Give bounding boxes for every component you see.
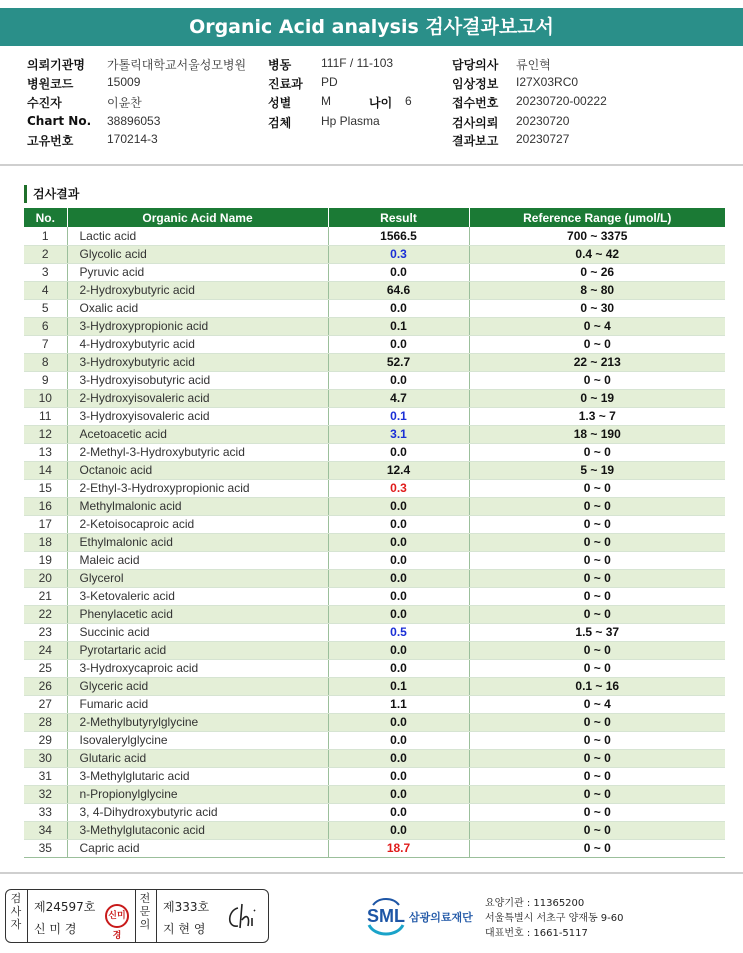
row-no: 7: [24, 335, 67, 353]
row-range: 0 ~ 4: [469, 695, 725, 713]
row-no: 5: [24, 299, 67, 317]
row-no: 35: [24, 839, 67, 857]
row-name: 3-Methylglutaconic acid: [67, 821, 328, 839]
row-no: 32: [24, 785, 67, 803]
row-result: 0.1: [328, 677, 469, 695]
row-no: 28: [24, 713, 67, 731]
table-row: [24, 497, 725, 515]
row-no: 25: [24, 659, 67, 677]
row-no: 1: [24, 227, 67, 245]
table-row: [24, 371, 725, 389]
chart-label: Chart No.: [27, 114, 92, 128]
row-name: Methylmalonic acid: [67, 497, 328, 515]
row-no: 10: [24, 389, 67, 407]
patient-info-block: [0, 48, 743, 166]
row-no: 11: [24, 407, 67, 425]
clinical-label: 임상정보: [452, 77, 499, 91]
age-value: 6: [405, 94, 412, 108]
row-result: 0.0: [328, 515, 469, 533]
table-row: [24, 425, 725, 443]
row-result: 0.0: [328, 821, 469, 839]
table-row: [24, 731, 725, 749]
row-result: 0.0: [328, 335, 469, 353]
row-range: 5 ~ 19: [469, 461, 725, 479]
sml-logo: [365, 895, 475, 939]
row-range: 0 ~ 0: [469, 641, 725, 659]
specimen-value: Hp Plasma: [321, 114, 380, 128]
logo-name: 삼광의료재단: [409, 911, 473, 924]
institution-phone: 대표번호 : 1661-5117: [485, 928, 588, 939]
row-no: 18: [24, 533, 67, 551]
receipt-value: 20230720-00222: [516, 94, 607, 108]
request-value: 20230720: [516, 114, 570, 128]
row-name: 2-Methylbutyrylglycine: [67, 713, 328, 731]
row-range: 0 ~ 0: [469, 479, 725, 497]
row-range: 0 ~ 30: [469, 299, 725, 317]
row-range: 0 ~ 26: [469, 263, 725, 281]
row-no: 20: [24, 569, 67, 587]
header-result: Result: [328, 208, 469, 227]
ward-label: 병동: [268, 58, 292, 72]
row-name: 3-Hydroxyisobutyric acid: [67, 371, 328, 389]
table-row: [24, 317, 725, 335]
row-name: Acetoacetic acid: [67, 425, 328, 443]
specialist-signature: [224, 898, 264, 934]
table-row: [24, 533, 725, 551]
row-result: 0.0: [328, 497, 469, 515]
row-no: 31: [24, 767, 67, 785]
row-result: 0.0: [328, 533, 469, 551]
table-row: [24, 227, 725, 245]
row-name: 3-Hydroxycaproic acid: [67, 659, 328, 677]
row-name: Glycolic acid: [67, 245, 328, 263]
row-range: 0 ~ 0: [469, 839, 725, 857]
header-range: Reference Range (µmol/L): [469, 208, 725, 227]
row-range: 0.1 ~ 16: [469, 677, 725, 695]
table-row: [24, 641, 725, 659]
row-range: 0 ~ 4: [469, 317, 725, 335]
row-no: 2: [24, 245, 67, 263]
table-row: [24, 839, 725, 857]
row-no: 29: [24, 731, 67, 749]
row-no: 9: [24, 371, 67, 389]
table-row: [24, 713, 725, 731]
row-range: 0 ~ 0: [469, 713, 725, 731]
row-no: 17: [24, 515, 67, 533]
row-name: Maleic acid: [67, 551, 328, 569]
table-row: [24, 281, 725, 299]
signature-box: [5, 889, 269, 943]
report-title: Organic Acid analysis 검사결과보고서: [0, 8, 743, 46]
row-name: 3-Hydroxyisovaleric acid: [67, 407, 328, 425]
row-name: 2-Hydroxyisovaleric acid: [67, 389, 328, 407]
ward-value: 111F / 11-103: [321, 56, 394, 70]
row-result: 0.1: [328, 317, 469, 335]
row-no: 3: [24, 263, 67, 281]
signature-divider: [27, 890, 28, 942]
row-result: 12.4: [328, 461, 469, 479]
table-row: [24, 569, 725, 587]
code-value: 15009: [107, 75, 141, 89]
table-row: [24, 749, 725, 767]
chart-value: 38896053: [107, 114, 161, 128]
row-result: 0.0: [328, 371, 469, 389]
row-result: 0.0: [328, 785, 469, 803]
row-range: 0 ~ 0: [469, 785, 725, 803]
row-name: 3-Hydroxybutyric acid: [67, 353, 328, 371]
row-no: 13: [24, 443, 67, 461]
row-result: 0.0: [328, 605, 469, 623]
table-row: [24, 695, 725, 713]
row-no: 23: [24, 623, 67, 641]
table-row: [24, 659, 725, 677]
table-row: [24, 353, 725, 371]
row-name: Capric acid: [67, 839, 328, 857]
row-name: Lactic acid: [67, 227, 328, 245]
row-result: 0.0: [328, 767, 469, 785]
row-result: 0.3: [328, 245, 469, 263]
request-label: 검사의뢰: [452, 116, 499, 130]
row-range: 0 ~ 0: [469, 551, 725, 569]
row-result: 3.1: [328, 425, 469, 443]
row-range: 0 ~ 0: [469, 497, 725, 515]
row-name: Octanoic acid: [67, 461, 328, 479]
row-name: 3-Methylglutaric acid: [67, 767, 328, 785]
row-range: 1.5 ~ 37: [469, 623, 725, 641]
clinical-value: I27X03RC0: [516, 75, 579, 89]
row-name: 3, 4-Dihydroxybutyric acid: [67, 803, 328, 821]
doctor-value: 류인혁: [516, 58, 551, 72]
row-name: 2-Ketoisocaproic acid: [67, 515, 328, 533]
row-name: Glutaric acid: [67, 749, 328, 767]
row-result: 0.1: [328, 407, 469, 425]
row-range: 0 ~ 0: [469, 803, 725, 821]
row-result: 0.0: [328, 569, 469, 587]
table-row: [24, 443, 725, 461]
row-no: 24: [24, 641, 67, 659]
table-row: [24, 677, 725, 695]
specialist-id: 제333호: [163, 900, 210, 914]
specimen-label: 검체: [268, 116, 292, 130]
row-no: 8: [24, 353, 67, 371]
age-label: 나이: [369, 96, 393, 110]
row-result: 0.0: [328, 587, 469, 605]
table-row: [24, 821, 725, 839]
row-range: 0 ~ 0: [469, 335, 725, 353]
table-row: [24, 461, 725, 479]
row-result: 0.0: [328, 803, 469, 821]
row-result: 0.0: [328, 731, 469, 749]
row-range: 18 ~ 190: [469, 425, 725, 443]
row-result: 0.0: [328, 659, 469, 677]
row-range: 0 ~ 0: [469, 731, 725, 749]
row-no: 16: [24, 497, 67, 515]
row-name: Ethylmalonic acid: [67, 533, 328, 551]
specialist-name: 지 현 영: [163, 922, 206, 936]
row-result: 0.0: [328, 551, 469, 569]
table-row: [24, 479, 725, 497]
row-range: 0 ~ 0: [469, 569, 725, 587]
row-range: 0 ~ 0: [469, 821, 725, 839]
table-row: [24, 803, 725, 821]
row-range: 0 ~ 0: [469, 533, 725, 551]
row-result: 18.7: [328, 839, 469, 857]
signature-divider: [156, 890, 157, 942]
row-range: 0 ~ 0: [469, 515, 725, 533]
row-no: 26: [24, 677, 67, 695]
dept-label: 진료과: [268, 77, 303, 91]
hospital-value: 가톨릭대학교서울성모병원: [107, 58, 247, 72]
row-result: 1566.5: [328, 227, 469, 245]
row-name: Phenylacetic acid: [67, 605, 328, 623]
table-row: [24, 605, 725, 623]
row-no: 12: [24, 425, 67, 443]
row-name: Pyrotartaric acid: [67, 641, 328, 659]
table-row: [24, 407, 725, 425]
row-range: 0 ~ 0: [469, 605, 725, 623]
header-name: Organic Acid Name: [67, 208, 328, 227]
row-name: 2-Ethyl-3-Hydroxypropionic acid: [67, 479, 328, 497]
row-name: 3-Hydroxypropionic acid: [67, 317, 328, 335]
doctor-label: 담당의사: [452, 58, 499, 72]
row-no: 34: [24, 821, 67, 839]
table-row: [24, 623, 725, 641]
row-result: 0.0: [328, 443, 469, 461]
row-no: 33: [24, 803, 67, 821]
inspector-id: 제24597호: [34, 900, 96, 914]
row-range: 1.3 ~ 7: [469, 407, 725, 425]
row-range: 0 ~ 0: [469, 371, 725, 389]
inspector-seal: 신미경: [105, 904, 129, 928]
row-result: 0.0: [328, 299, 469, 317]
dept-value: PD: [321, 75, 338, 89]
report-value: 20230727: [516, 132, 570, 146]
table-row: [24, 263, 725, 281]
row-result: 0.0: [328, 749, 469, 767]
recipient-value: 이윤찬: [107, 96, 142, 110]
section-title: 검사결과: [24, 185, 79, 203]
row-no: 19: [24, 551, 67, 569]
results-table: [24, 208, 725, 858]
row-name: Pyruvic acid: [67, 263, 328, 281]
row-range: 8 ~ 80: [469, 281, 725, 299]
code-label: 병원코드: [27, 77, 74, 91]
row-name: 4-Hydroxybutyric acid: [67, 335, 328, 353]
row-range: 0 ~ 0: [469, 767, 725, 785]
row-no: 15: [24, 479, 67, 497]
table-row: [24, 785, 725, 803]
row-range: 0 ~ 19: [469, 389, 725, 407]
table-row: [24, 245, 725, 263]
inspector-name: 신 미 경: [34, 922, 77, 936]
row-result: 4.7: [328, 389, 469, 407]
row-result: 0.0: [328, 641, 469, 659]
row-result: 64.6: [328, 281, 469, 299]
row-name: Succinic acid: [67, 623, 328, 641]
recipient-label: 수진자: [27, 96, 62, 110]
row-result: 0.0: [328, 263, 469, 281]
row-result: 0.3: [328, 479, 469, 497]
row-no: 21: [24, 587, 67, 605]
table-row: [24, 587, 725, 605]
table-row: [24, 299, 725, 317]
table-row: [24, 767, 725, 785]
row-range: 0 ~ 0: [469, 749, 725, 767]
report-label: 결과보고: [452, 134, 499, 148]
row-range: 0 ~ 0: [469, 659, 725, 677]
table-row: [24, 389, 725, 407]
row-no: 4: [24, 281, 67, 299]
row-name: Glyceric acid: [67, 677, 328, 695]
row-range: 0 ~ 0: [469, 443, 725, 461]
row-no: 27: [24, 695, 67, 713]
hospital-label: 의뢰기관명: [27, 58, 85, 72]
table-header-row: [24, 208, 725, 227]
row-name: n-Propionylglycine: [67, 785, 328, 803]
row-name: Isovalerylglycine: [67, 731, 328, 749]
table-row: [24, 551, 725, 569]
logo-mark: SML: [367, 906, 405, 926]
row-result: 0.5: [328, 623, 469, 641]
row-result: 1.1: [328, 695, 469, 713]
row-name: Glycerol: [67, 569, 328, 587]
specialist-label: 전문의: [139, 892, 151, 931]
row-no: 6: [24, 317, 67, 335]
sex-label: 성별: [268, 96, 292, 110]
table-row: [24, 335, 725, 353]
row-name: Oxalic acid: [67, 299, 328, 317]
row-no: 22: [24, 605, 67, 623]
row-result: 0.0: [328, 713, 469, 731]
unique-value: 170214-3: [107, 132, 158, 146]
unique-label: 고유번호: [27, 134, 74, 148]
row-range: 700 ~ 3375: [469, 227, 725, 245]
row-name: 2-Methyl-3-Hydroxybutyric acid: [67, 443, 328, 461]
row-range: 22 ~ 213: [469, 353, 725, 371]
row-no: 14: [24, 461, 67, 479]
receipt-label: 접수번호: [452, 96, 499, 110]
row-range: 0.4 ~ 42: [469, 245, 725, 263]
institution-address: 서울특별시 서초구 양재동 9-60: [485, 913, 624, 924]
row-no: 30: [24, 749, 67, 767]
signature-divider: [135, 890, 136, 942]
inspector-label: 검사자: [10, 892, 22, 931]
sex-value: M: [321, 94, 331, 108]
institution-code: 요양기관 : 11365200: [485, 898, 585, 909]
row-range: 0 ~ 0: [469, 587, 725, 605]
institution-info: [485, 896, 624, 941]
header-no: No.: [24, 208, 67, 227]
row-name: 3-Ketovaleric acid: [67, 587, 328, 605]
row-name: Fumaric acid: [67, 695, 328, 713]
table-row: [24, 515, 725, 533]
row-name: 2-Hydroxybutyric acid: [67, 281, 328, 299]
row-result: 52.7: [328, 353, 469, 371]
footer-divider: [0, 872, 743, 874]
